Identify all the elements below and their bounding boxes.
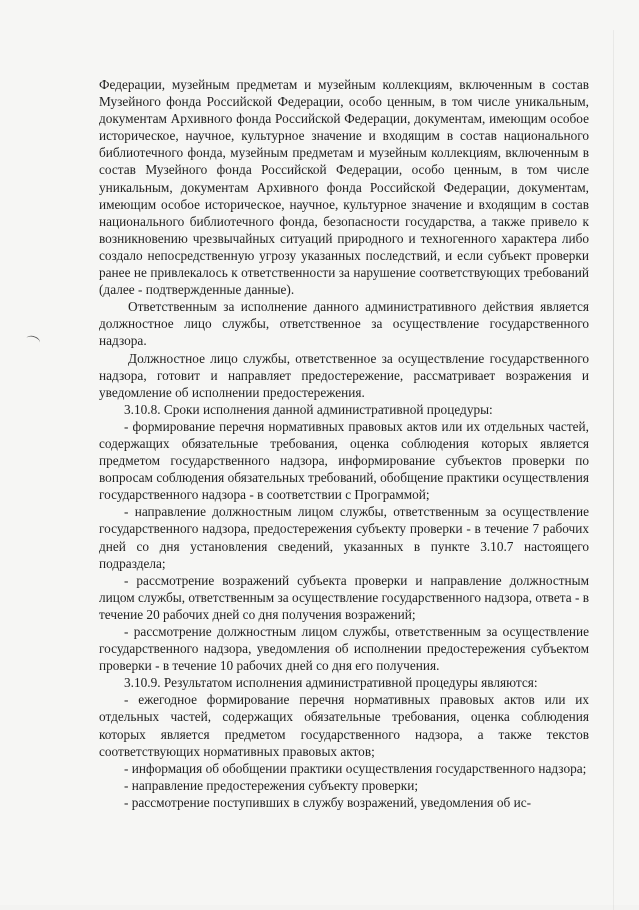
margin-mark	[25, 334, 41, 347]
list-item: - рассмотрение возражений субъекта проверки и направление должностным лицом службы, ответственным за осуществление государственного надзора, ответа - в течение 20 рабочих дней со дня получения возражений;	[99, 572, 589, 622]
section-3-10-8-heading: 3.10.8. Сроки исполнения данной административной процедуры:	[124, 401, 493, 417]
list-item: - рассмотрение поступивших в службу возражений, уведомления об ис-	[124, 794, 532, 810]
list-item: - направление должностным лицом службы, ответственным за осуществление государственного надзора, предостережения субъекту проверки - в течение 7 рабочих дней со дня установления сведений, указанных в пункте 3.10.7 настоящего подраздела;	[99, 504, 589, 571]
list-item: - формирование перечня нормативных правовых актов или их отдельных частей, содержащих обязательные требования, оценка соблюдения которых является предметом государственного надзора, информирование субъектов проверки по вопросам соблюдения обязательных требований, обобщение практики осуществления государственного надзора - в соответствии с Программой;	[99, 418, 589, 503]
list-item: - направление предостережения субъекту проверки;	[124, 777, 419, 793]
list-item: - информация об обобщении практики осуществления государственного надзора;	[124, 760, 587, 776]
list-item: - ежегодное формирование перечня нормативных правовых актов или их отдельных частей, содержащих обязательные требования, оценка соблюдения которых является предметом государственного надзора, а также текстов соответствующих нормативных правовых актов;	[99, 692, 589, 759]
paragraph-warning: Должностное лицо службы, ответственное за осуществление государственного надзора, готовит и направляет предостережение, рассматривает возражения и уведомление об исполнении предостережения.	[99, 350, 589, 400]
section-3-10-9-heading: 3.10.9. Результатом исполнения административной процедуры являются:	[124, 675, 538, 691]
list-item: - рассмотрение должностным лицом службы, ответственным за осуществление государственного надзора, уведомления об исполнении предостережения субъектом проверки - в течение 10 рабочих дней со дня его получения.	[99, 624, 589, 674]
body-text	[99, 76, 589, 811]
paragraph-continuation: Федерации, музейным предметам и музейным коллекциям, включенным в состав Музейного фонда Российской Федерации, особо ценным, в том числе уникальным, документам Архивного фонда Российской Федерации, документам, имеющим особое историческое, научное, культурное значение и входящим в состав национального библиотечного фонда, музейным предметам и музейным коллекциям, включенным в состав Музейного фонда Российской Федерации, особо ценным, в том числе уникальным, документам Архивного фонда Российской Федерации, документам, имеющим особое историческое, научное, культурное значение и входящим в состав национального библиотечного фонда, безопасности государства, а также привело к возникновению чрезвычайных ситуаций природного и техногенного характера либо создало непосредственную угрозу указанных последствий, и если субъект проверки ранее не привлекалось к ответственности за нарушение соответствующих требований (далее - подтвержденные данные).	[99, 77, 589, 298]
paragraph-responsible: Ответственным за исполнение данного административного действия является должностное лицо службы, ответственное за осуществление государственного надзора.	[99, 299, 589, 349]
page-edge-shadow	[613, 30, 614, 910]
